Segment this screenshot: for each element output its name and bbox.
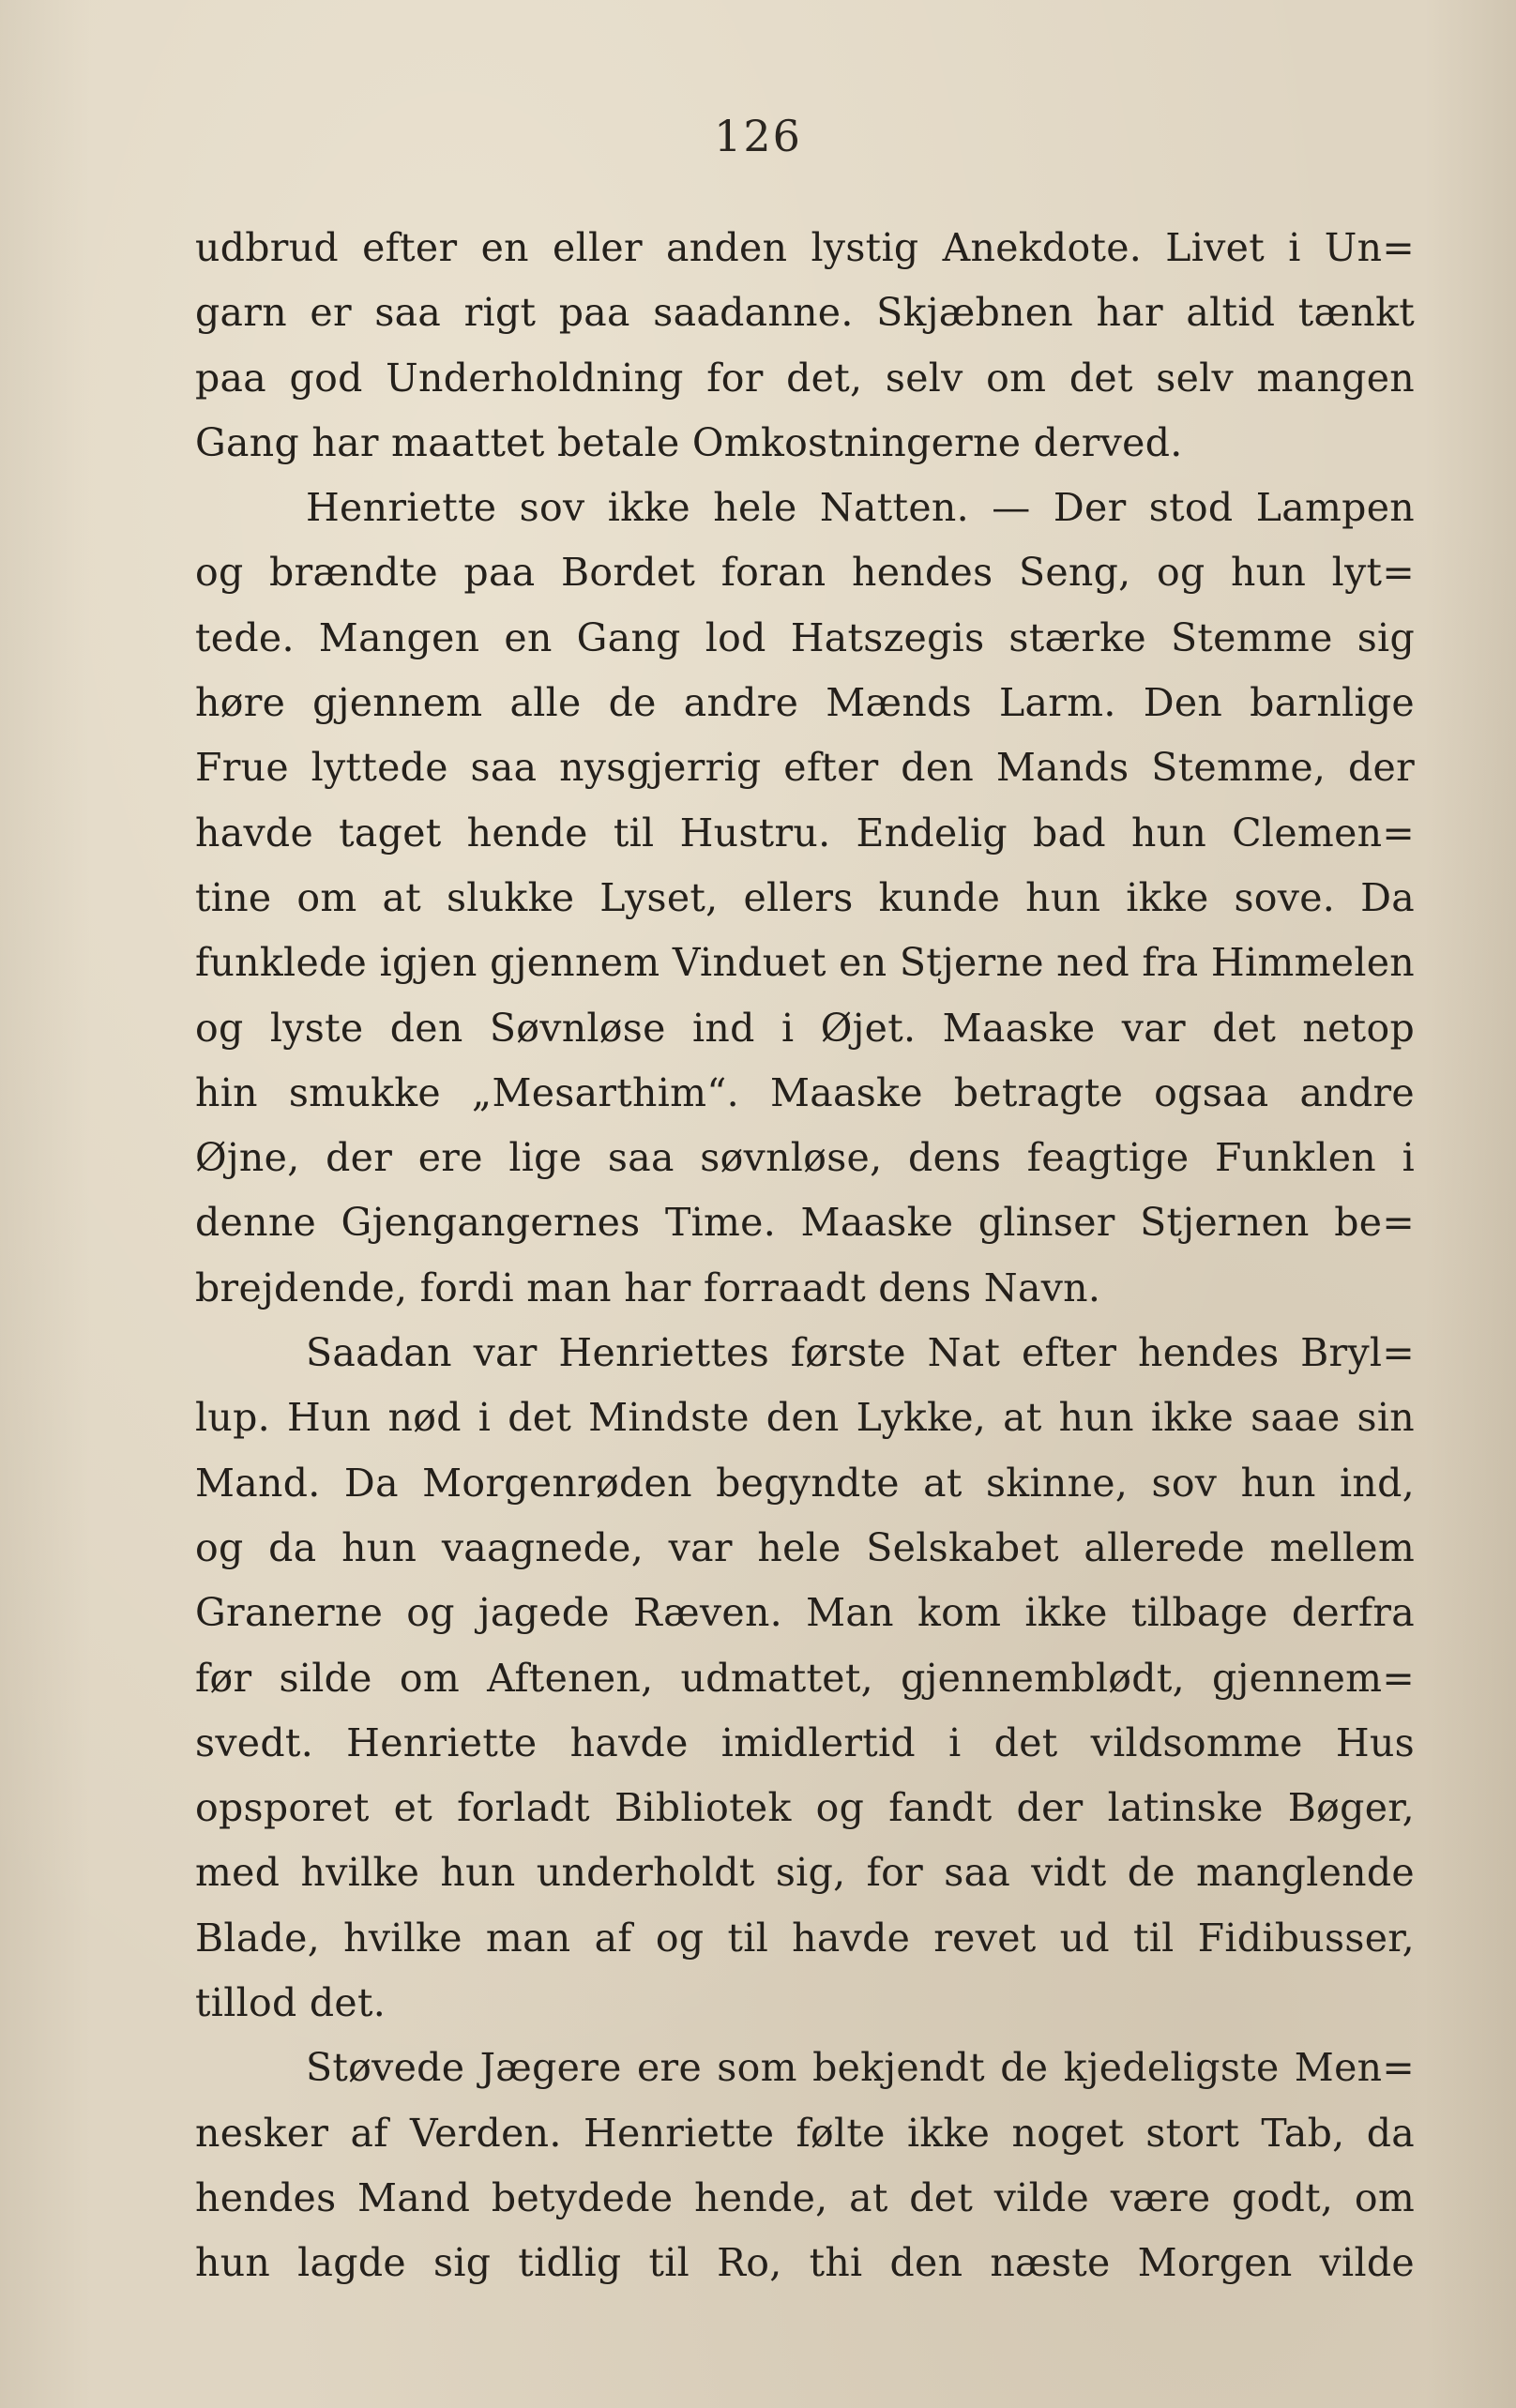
text-line: tine om at slukke Lyset, ellers kunde hun ikke sove. Da xyxy=(195,874,1415,920)
text-line: Henriette sov ikke hele Natten. — Der stod Lampen xyxy=(306,485,1415,531)
text-line: tede. Mangen en Gang lod Hatszegis stærke Stemme sig xyxy=(195,614,1415,660)
text-line: høre gjennem alle de andre Mænds Larm. Den barnlige xyxy=(195,680,1415,726)
text-line: opsporet et forladt Bibliotek og fandt der latinske Bøger, xyxy=(195,1785,1415,1831)
text-line: før silde om Aftenen, udmattet, gjennemblødt, gjennem= xyxy=(195,1655,1415,1701)
text-line: paa god Underholdning for det, selv om det selv mangen xyxy=(195,355,1415,401)
text-line: med hvilke hun underholdt sig, for saa vidt de manglende xyxy=(195,1850,1415,1896)
text-line: lup. Hun nød i det Mindste den Lykke, at hun ikke saae sin xyxy=(195,1395,1415,1441)
text-line: svedt. Henriette havde imidlertid i det vildsomme Hus xyxy=(195,1719,1415,1765)
text-line: nesker af Verden. Henriette følte ikke noget stort Tab, da xyxy=(195,2110,1415,2156)
text-line: hendes Mand betydede hende, at det vilde være godt, om xyxy=(195,2174,1415,2220)
text-line: hun lagde sig tidlig til Ro, thi den næste Morgen vilde xyxy=(195,2240,1415,2286)
text-line: garn er saa rigt paa saadanne. Skjæbnen har altid tænkt xyxy=(195,290,1415,336)
body-text xyxy=(195,216,1415,2296)
text-line: tillod det. xyxy=(195,1980,387,2026)
text-line: brejdende, fordi man har forraadt dens Navn. xyxy=(195,1265,1101,1310)
text-line: denne Gjengangernes Time. Maaske glinser Stjernen be= xyxy=(195,1200,1415,1246)
text-line: udbrud efter en eller anden lystig Anekdote. Livet i Un= xyxy=(195,225,1415,270)
text-line: Gang har maattet betale Omkostningerne derved. xyxy=(195,419,1183,465)
text-line: Blade, hvilke man af og til havde revet ud til Fidibusser, xyxy=(195,1915,1415,1961)
text-line: Støvede Jægere ere som bekjendt de kjedeligste Men= xyxy=(306,2045,1415,2091)
text-line: Frue lyttede saa nysgjerrig efter den Mands Stemme, der xyxy=(195,745,1415,791)
text-line: hin smukke „Mesarthim“. Maaske betragte ogsaa andre xyxy=(195,1069,1415,1115)
text-line: og brændte paa Bordet foran hendes Seng, og hun lyt= xyxy=(195,550,1415,596)
page-number: 126 xyxy=(714,111,802,161)
text-line: funklede igjen gjennem Vinduet en Stjerne ned fra Himmelen xyxy=(195,940,1415,986)
text-line: Mand. Da Morgenrøden begyndte at skinne, sov hun ind, xyxy=(195,1460,1415,1506)
text-line: Saadan var Henriettes første Nat efter hendes Bryl= xyxy=(306,1330,1415,1376)
text-line: Øjne, der ere lige saa søvnløse, dens feagtige Funklen i xyxy=(195,1135,1415,1181)
text-line: havde taget hende til Hustru. Endelig bad hun Clemen= xyxy=(195,810,1415,856)
text-line: Granerne og jagede Ræven. Man kom ikke tilbage derfra xyxy=(195,1590,1415,1636)
text-line: og lyste den Søvnløse ind i Øjet. Maaske var det netop xyxy=(195,1005,1415,1051)
text-line: og da hun vaagnede, var hele Selskabet allerede mellem xyxy=(195,1524,1415,1570)
